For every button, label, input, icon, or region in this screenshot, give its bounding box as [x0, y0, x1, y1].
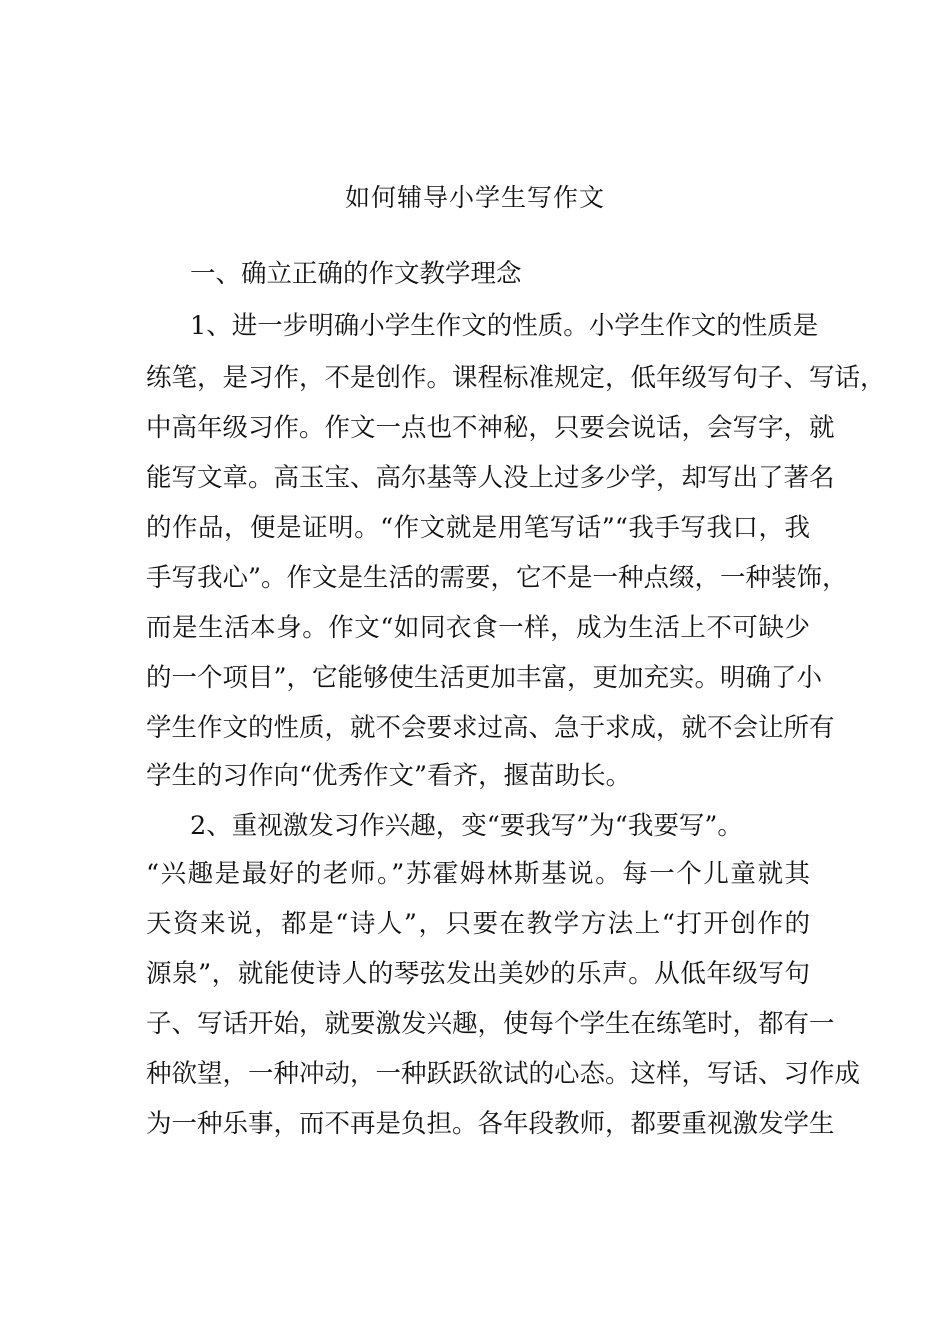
paragraph-2-line: 2、重视激发习作兴趣，变“要我写”为“我要写”。	[190, 811, 743, 841]
paragraph-1-line: 中高年级习作。作文一点也不神秘，只要会说话，会写字，就	[146, 413, 835, 443]
paragraph-2-line: 源泉”，就能使诗人的琴弦发出美妙的乐声。从低年级写句	[146, 959, 810, 989]
paragraph-1-line: 学生作文的性质，就不会要求过高、急于求成，就不会让所有	[146, 713, 835, 743]
paragraph-1-line: 的作品，便是证明。“作文就是用笔写话”“我手写我口，我	[146, 513, 810, 543]
paragraph-1-line: 能写文章。高玉宝、高尔基等人没上过多少学，却写出了著名	[146, 463, 835, 493]
paragraph-1-line: 手写我心”。作文是生活的需要，它不是一种点缀，一种装饰，	[146, 563, 848, 593]
paragraph-2-line: “兴趣是最好的老师。”苏霍姆林斯基说。每一个儿童就其	[146, 859, 810, 889]
paragraph-1-line: 学生的习作向“优秀作文”看齐，揠苗助长。	[146, 761, 632, 791]
document-title: 如何辅导小学生写作文	[344, 183, 605, 212]
paragraph-1-line: 练笔，是习作，不是创作。课程标准规定，低年级写句子、写话，	[146, 363, 886, 393]
section-heading: 一、确立正确的作文教学理念	[190, 259, 522, 289]
paragraph-1-line: 而是生活本身。作文“如同衣食一样，成为生活上不可缺少	[146, 613, 810, 643]
paragraph-2-line: 为一种乐事，而不再是负担。各年段教师，都要重视激发学生	[146, 1109, 835, 1139]
paragraph-2-line: 子、写话开始，就要激发兴趣，使每个学生在练笔时，都有一	[146, 1009, 835, 1039]
paragraph-2-line: 天资来说，都是“诗人”，只要在教学方法上“打开创作的	[146, 909, 810, 939]
paragraph-2-line: 种欲望，一种冲动，一种跃跃欲试的心态。这样，写话、习作成	[146, 1059, 861, 1089]
paragraph-1-line: 1、进一步明确小学生作文的性质。小学生作文的性质是	[190, 311, 819, 341]
paragraph-1-line: 的一个项目”，它能够使生活更加丰富，更加充实。明确了小	[146, 663, 823, 693]
